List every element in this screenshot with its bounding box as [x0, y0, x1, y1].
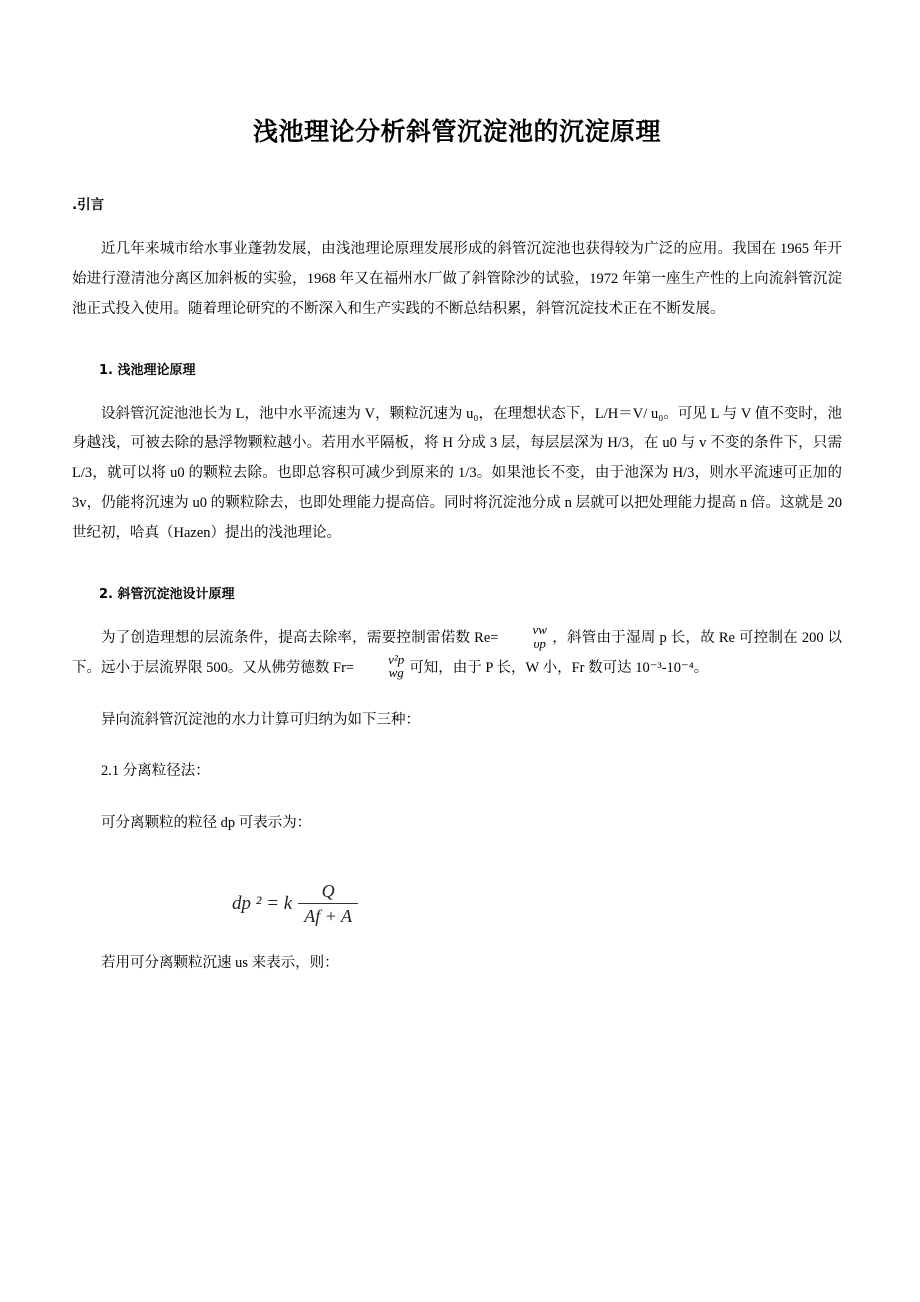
dp-equation-lhs: dp ² = k — [232, 893, 293, 915]
froude-numerator: v²p — [388, 651, 405, 667]
reynolds-text-before: 为了创造理想的层流条件，提高去除率，需要控制雷偌数 Re= — [101, 629, 499, 646]
froude-formula — [356, 653, 407, 680]
section-2-paragraph-1 — [72, 621, 842, 684]
dp-equation-denominator: Af + A — [304, 906, 353, 927]
dp-equation-numerator: Q — [321, 881, 335, 902]
section-1-heading: 1. 浅池理论原理 — [99, 362, 196, 378]
dp-equation — [232, 881, 358, 927]
froude-denominator: wg — [388, 665, 404, 681]
section-2-paragraph-3: 可分离颗粒的粒径 dp 可表示为： — [101, 815, 312, 832]
section-2-heading: 2. 斜管沉淀池设计原理 — [99, 586, 235, 602]
dp-equation-fraction — [298, 881, 358, 927]
reynolds-numerator: vw — [532, 621, 547, 637]
page-title: 浅池理论分析斜管沉淀池的沉淀原理 — [252, 117, 661, 146]
dp-equation-block — [72, 881, 842, 927]
intro-label: .引言 — [72, 197, 105, 213]
froude-text-after: 可知，由于 P 长，W 小，Fr 数可达 10⁻³-10⁻⁴。 — [409, 659, 709, 676]
reynolds-denominator: υp — [533, 635, 546, 651]
intro-paragraph: 近几年来城市给水事业蓬勃发展，由浅池理论原理发展形成的斜管沉淀池也获得较为广泛的应用。我国在 1965 年开始进行澄清池分离区加斜板的实验，1968 年又在福州水厂做了斜管除沙的试验，1972 年第一座生产性的上向流斜管沉淀池正式投入使用。随着理论研究的不断深入和生产实践的不断总结积累，斜管沉淀技术正在不断发展。 — [72, 241, 842, 317]
section-1-paragraph: 设斜管沉淀池池长为 L，池中水平流速为 V，颗粒沉速为 u₀，在理想状态下，L/H＝V/ u₀。可见 L 与 V 值不变时，池身越浅，可被去除的悬浮物颗粒越小。若用水平隔板，将 H 分成 3 层，每层层深为 H/3，在 u0 与 v 不变的条件下，只需 L/3，就可以将 u0 的颗粒去除。也即总容积可减少到原来的 1/3。如果池长不变，由于池深为 H/3，则水平流速可正加的 3v，仍能将沉速为 u0 的颗粒除去，也即处理能力提高倍。同时将沉淀池分成 n 层就可以把处理能力提高 n 倍。这就是 20 世纪初，哈真（Hazen）提出的浅池理论。 — [72, 405, 842, 542]
reynolds-text-after: ，斜管由于湿周 p 长，故 Re 可控制在 200 以下。远小于层流界限 500。又从佛劳德数 Fr= — [72, 629, 842, 676]
section-2-paragraph-4: 若用可分离颗粒沉速 us 来表示，则： — [101, 955, 339, 972]
section-2-paragraph-2: 异向流斜管沉淀池的水力计算可归纳为如下三种： — [101, 711, 420, 728]
reynolds-formula — [500, 623, 549, 650]
section-2-subheading-2-1: 2.1 分离粒径法： — [101, 763, 210, 780]
